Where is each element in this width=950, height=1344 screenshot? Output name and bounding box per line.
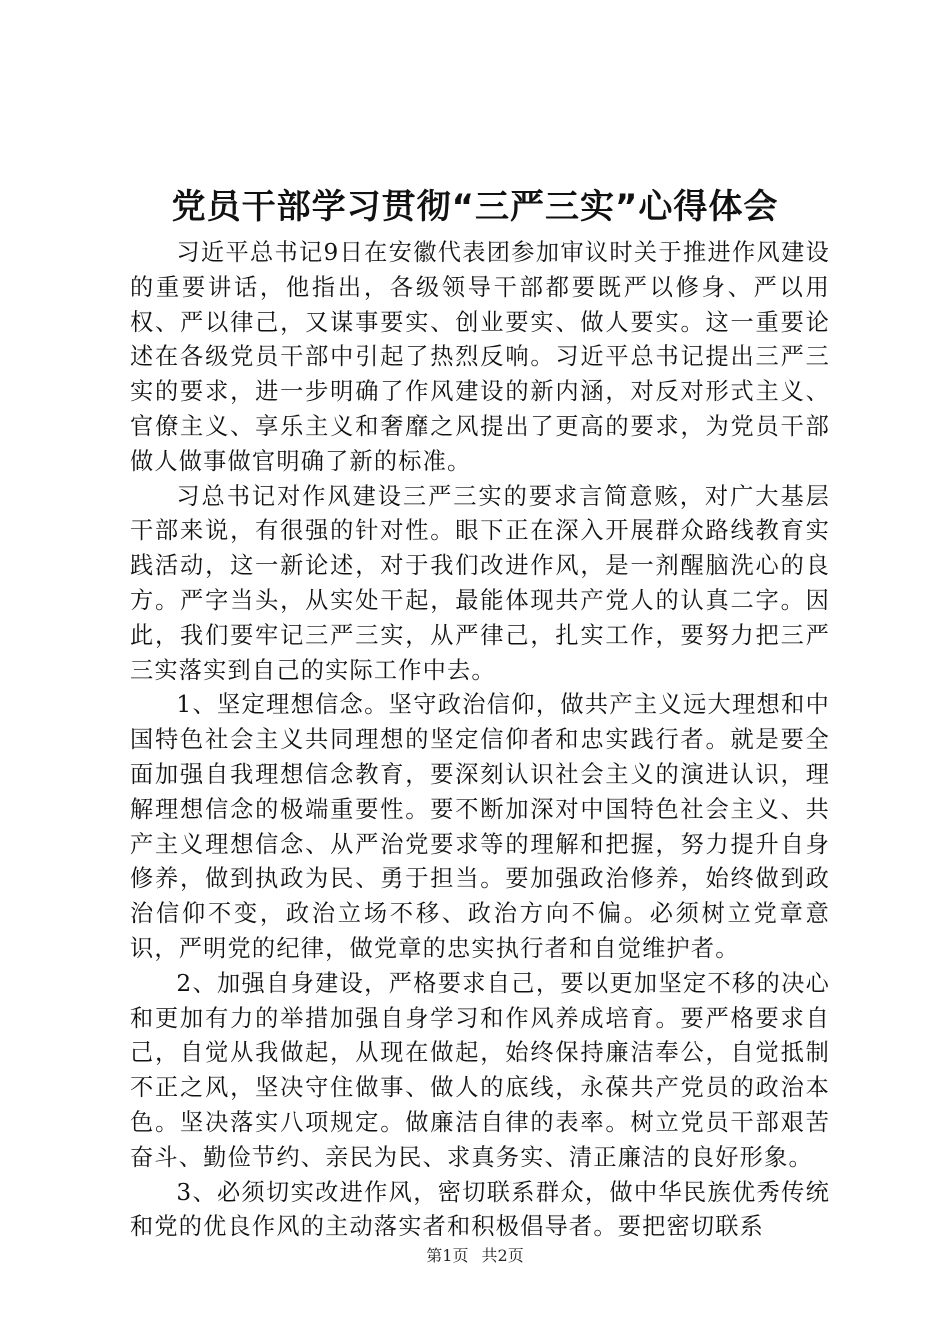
paragraph-summary: 习总书记对作风建设三严三实的要求言简意赅，对广大基层干部来说，有很强的针对性。眼下正在深入开展群众路线教育实践活动，这一新论述，对于我们改进作风，是一剂醒脑洗心的良方。严字当头，从实处干起，最能体现共产党人的认真二字。因此，我们要牢记三严三实，从严律己，扎实工作，要努力把三严三实落实到自己的实际工作中去。 [130,482,830,684]
page-footer [0,1246,950,1266]
page-number-current: 第1页 [426,1246,469,1265]
paragraph-point-2: 2、加强自身建设，严格要求自己，要以更加坚定不移的决心和更加有力的举措加强自身学习和作风养成培育。要严格要求自己，自觉从我做起，从现在做起，始终保持廉洁奉公，自觉抵制不正之风，坚决守住做事、做人的底线，永葆共产党员的政治本色。坚决落实八项规定。做廉洁自律的表率。树立党员干部艰苦奋斗、勤俭节约、亲民为民、求真务实、清正廉洁的良好形象。 [130,969,830,1171]
page-number-total: 共2页 [481,1246,524,1265]
paragraph-intro: 习近平总书记9日在安徽代表团参加审议时关于推进作风建设的重要讲话，他指出，各级领导干部都要既严以修身、严以用权、严以律己，又谋事要实、创业要实、做人要实。这一重要论述在各级党员干部中引起了热烈反响。习近平总书记提出三严三实的要求，进一步明确了作风建设的新内涵，对反对形式主义、官僚主义、享乐主义和奢靡之风提出了更高的要求，为党员干部做人做事做官明确了新的标准。 [130,239,830,475]
document-title: 党员干部学习贯彻“三严三实”心得体会 [171,187,779,227]
paragraph-point-1: 1、坚定理想信念。坚守政治信仰，做共产主义远大理想和中国特色社会主义共同理想的坚定信仰者和忠实践行者。就是要全面加强自我理想信念教育，要深刻认识社会主义的演进认识，理解理想信念的极端重要性。要不断加深对中国特色社会主义、共产主义理想信念、从严治党要求等的理解和把握，努力提升自身修养，做到执政为民、勇于担当。要加强政治修养，始终做到政治信仰不变，政治立场不移、政治方向不偏。必须树立党章意识，严明党的纪律，做党章的忠实执行者和自觉维护者。 [130,691,830,962]
document-body [130,236,830,1245]
paragraph-point-3: 3、必须切实改进作风，密切联系群众，做中华民族优秀传统和党的优良作风的主动落实者和积极倡导者。要把密切联系 [130,1178,830,1241]
